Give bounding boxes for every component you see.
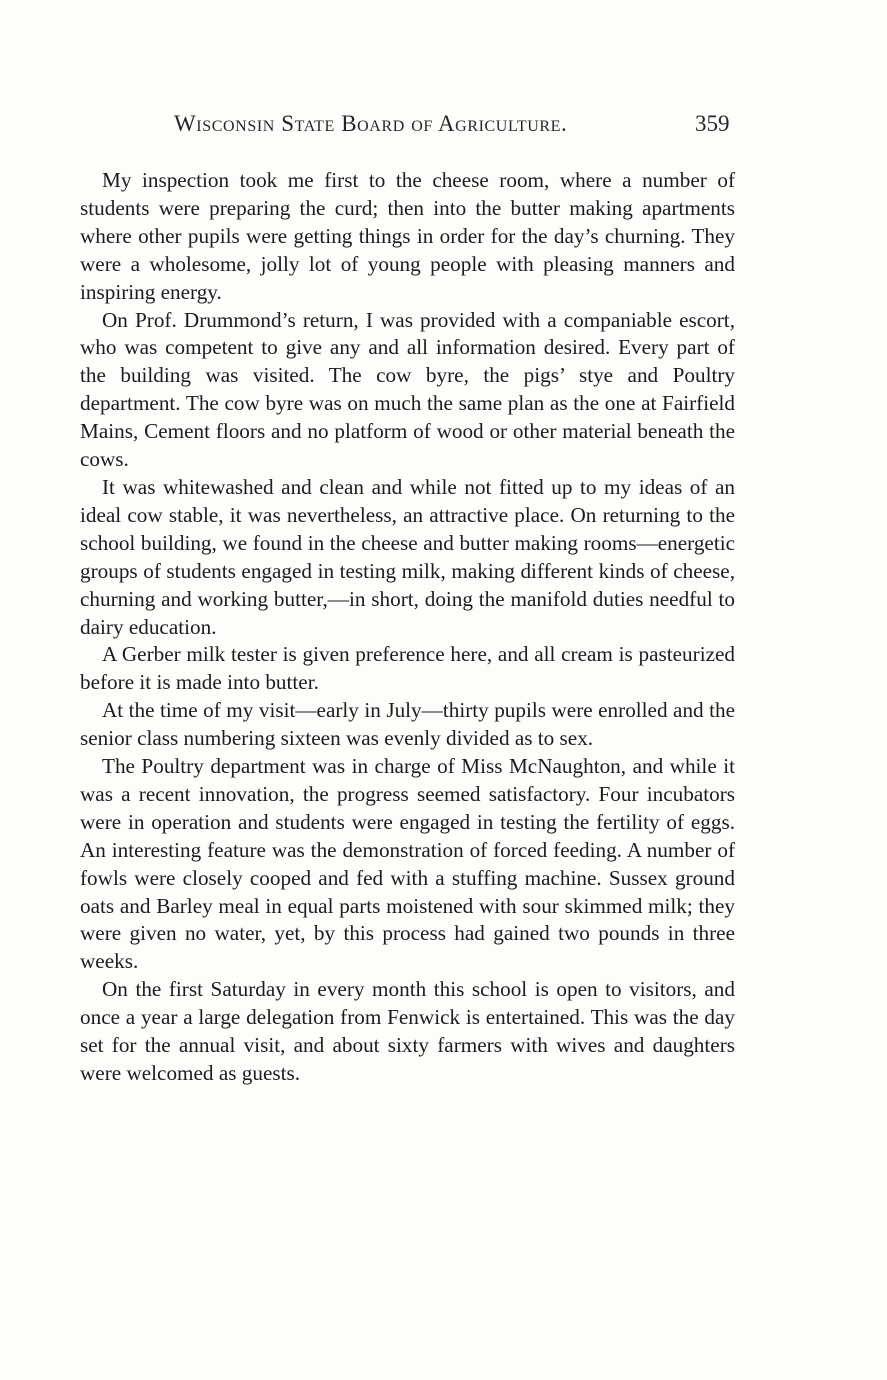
page-number: 359: [695, 111, 730, 136]
body-text: [80, 167, 735, 1088]
paragraph-pupils: At the time of my visit—early in July—thirty pupils were enrolled and the senior class numbering sixteen was evenly divided as to sex.: [80, 698, 735, 751]
paragraph-escort: On Prof. Drummond’s return, I was provided with a companiable escort, who was competent to give any and all information desired. Every part of the building was visited. The cow byre, the pigs’ stye and Poultry department. The cow byre was on much the same plan as the one at Fairfield Mains, Cement floors and no platform of wood or other material beneath the cows.: [80, 307, 735, 472]
paragraph-visitors: On the first Saturday in every month this school is open to visitors, and once a year a large delegation from Fenwick is entertained. This was the day set for the annual visit, and about sixty farmers with wives and daughters were welcomed as guests.: [80, 977, 735, 1085]
paragraph-cow-stable: It was whitewashed and clean and while not fitted up to my ideas of an ideal cow stable, it was nevertheless, an attractive place. On returning to the school building, we found in the cheese and butter making rooms—energetic groups of students engaged in testing milk, making different kinds of cheese, churning and working butter,—in short, doing the manifold duties needful to dairy education.: [80, 474, 735, 639]
running-title: Wisconsin State Board of Agriculture.: [174, 111, 568, 136]
page-header: [0, 111, 887, 141]
paragraph-poultry: The Poultry department was in charge of Miss McNaughton, and while it was a recent innovation, the progress seemed satisfactory. Four incubators were in operation and students were engaged in testing the fertility of eggs. An interesting feature was the demonstration of forced feeding. A number of fowls were closely cooped and fed with a stuffing machine. Sussex ground oats and Barley meal in equal parts moistened with sour skimmed milk; they were given no water, yet, by this process had gained two pounds in three weeks.: [80, 754, 735, 974]
paragraph-gerber-tester: A Gerber milk tester is given preference here, and all cream is pasteurized before it is made into butter.: [80, 642, 735, 695]
paragraph-cheese-room: My inspection took me first to the cheese room, where a number of students were preparing the curd; then into the butter making apartments where other pupils were getting things in order for the day’s churning. They were a wholesome, jolly lot of young people with pleasing manners and inspiring energy.: [80, 168, 735, 304]
